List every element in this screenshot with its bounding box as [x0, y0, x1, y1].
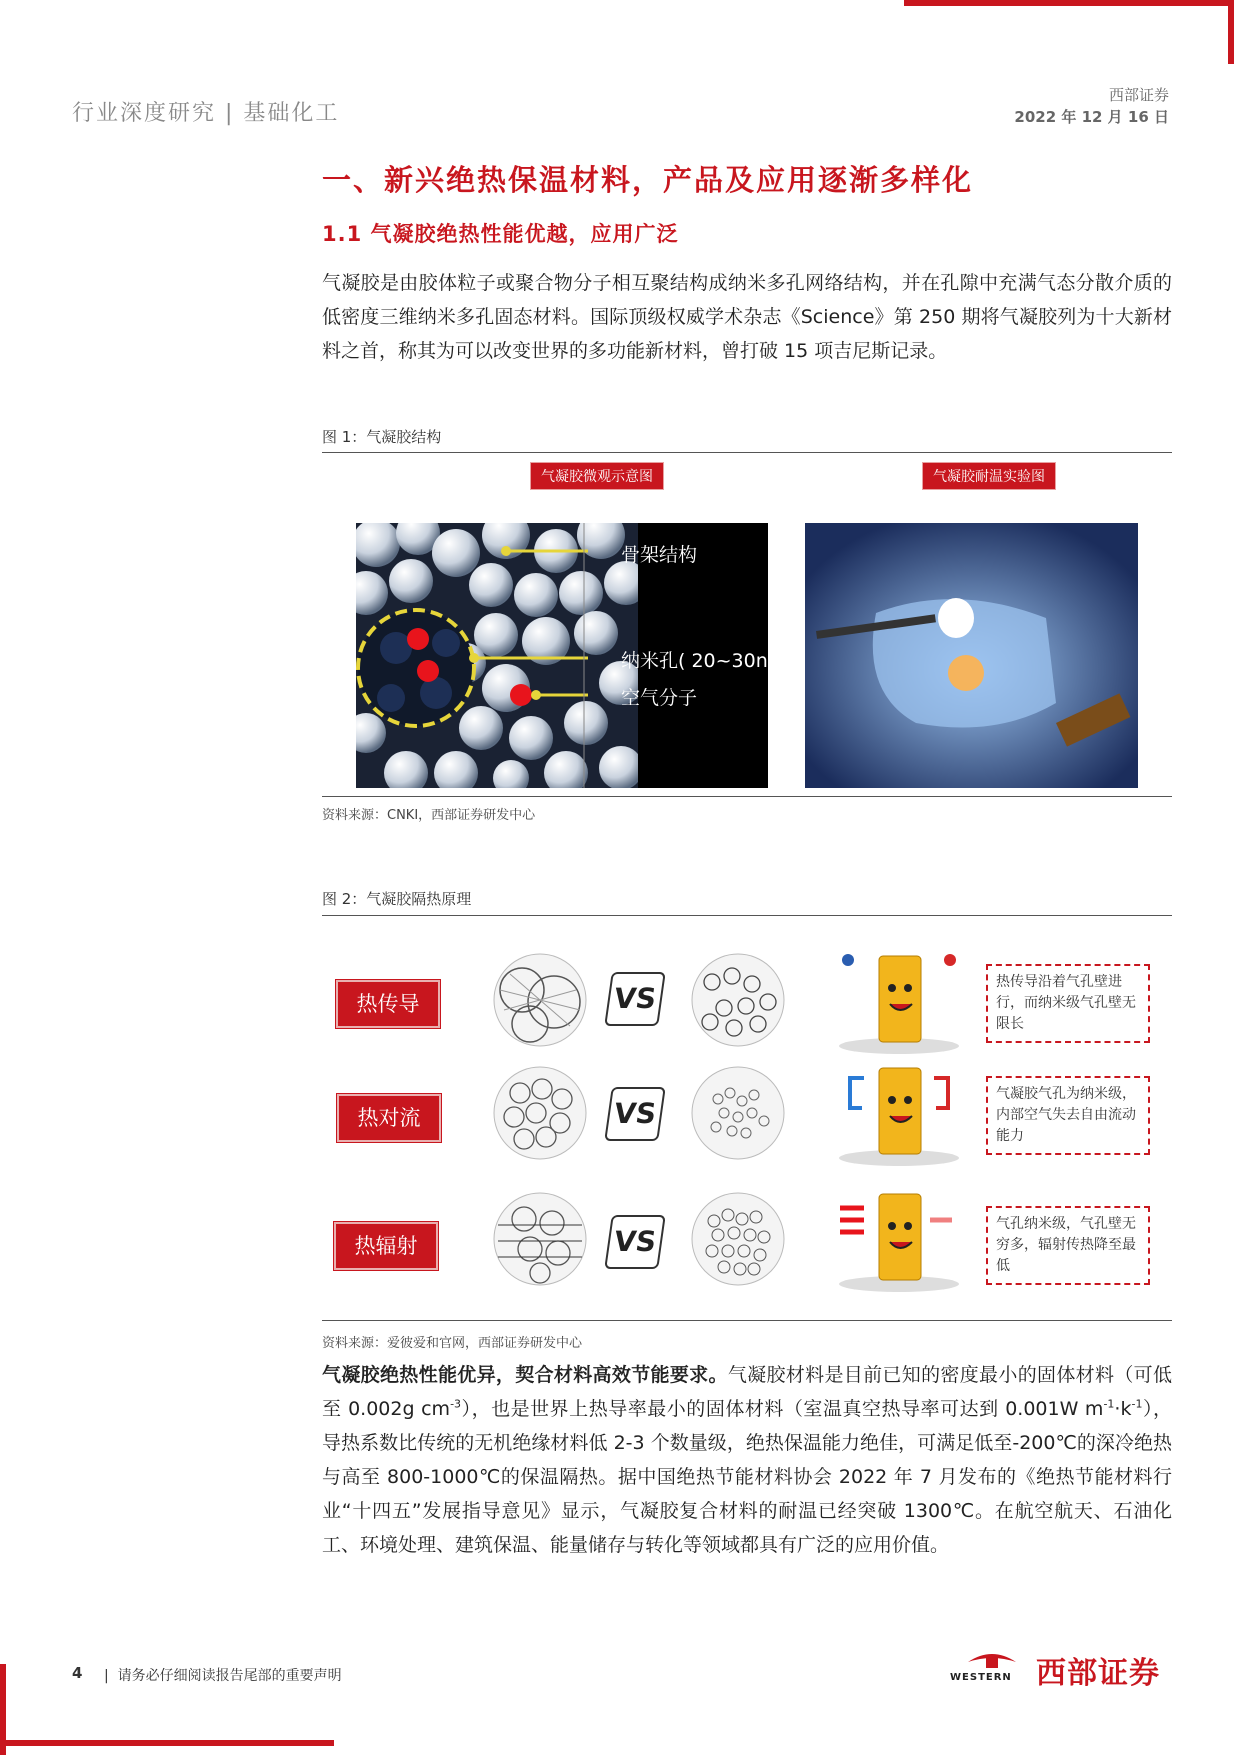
- company-name: 西部证券: [1108, 86, 1169, 104]
- company-logo-en: WESTERN: [950, 1672, 1012, 1683]
- footer-accent-horizontal: [0, 1740, 334, 1746]
- body-text-3: ·k: [1114, 1398, 1132, 1420]
- row-label-radiation: 热辐射: [334, 1222, 438, 1270]
- radiation-aerogel-diagram: [688, 1189, 788, 1289]
- figure1-label-heat: 气凝胶耐温实验图: [922, 462, 1056, 490]
- conduction-aerogel-diagram: [688, 950, 788, 1050]
- body-lead: 气凝胶绝热性能优异，契合材料高效节能要求。: [322, 1364, 728, 1386]
- annotation-skeleton: 骨架结构: [621, 544, 698, 566]
- aerogel-structure-image: [356, 523, 1138, 788]
- figure1-top-rule: [322, 452, 1172, 453]
- figure2-source: 资料来源：爱彼爱和官网，西部证券研发中心: [322, 1336, 583, 1351]
- page-number: 4: [72, 1664, 83, 1682]
- convection-aerogel-diagram: [688, 1063, 788, 1163]
- figure1-title: 图 1：气凝胶结构: [322, 428, 442, 446]
- sponge-mascot-convection: [834, 1058, 964, 1168]
- footer-note: 请务必仔细阅读报告尾部的重要声明: [117, 1668, 342, 1684]
- body-text-1: 气凝胶材料是目前已知的密度最小的固体材料（可低至 0.002g cm: [322, 1364, 1172, 1420]
- body-sup-1: -3: [450, 1397, 462, 1411]
- body-paragraph: [322, 1358, 1172, 1562]
- row-label-convection: 热对流: [337, 1094, 441, 1142]
- body-text-2: ），也是世界上热导率最小的固体材料（室温真空热导率可达到 0.001W m: [461, 1398, 1104, 1420]
- vs-badge-1: VS: [604, 972, 666, 1026]
- figure1-bottom-rule: [322, 796, 1172, 797]
- body-sup-2: -1: [1103, 1397, 1115, 1411]
- conduction-bulk-diagram: [490, 950, 590, 1050]
- vs-badge-2: VS: [604, 1087, 666, 1141]
- annotation-air-molecule: 空气分子: [621, 687, 698, 709]
- header-accent-bar: [904, 0, 1234, 6]
- header-accent-bar-vertical: [1228, 0, 1234, 64]
- intro-paragraph: 气凝胶是由胶体粒子或聚合物分子相互聚结构成纳米多孔网络结构，并在孔隙中充满气态分散介质的低密度三维纳米多孔固态材料。国际顶级权威学术杂志《Science》第 250 期将气凝胶列为十大新材料之首，称其为可以改变世界的多功能新材料，曾打破 15 项吉尼斯记录。: [322, 272, 1172, 362]
- body-text-4: ），导热系数比传统的无机绝缘材料低 2-3 个数量级，绝热保温能力绝佳，可满足低至-200℃的深冷绝热与高至 800-1000℃的保温隔热。据中国绝热节能材料协会 2022 年 7 月发布的《绝热节能材料行业“十四五”发展指导意见》显示，气凝胶复合材料的耐温已经突破 1300℃。在航空航天、石油化工、环境处理、建筑保温、能量储存与转化等领域都具有广泛的应用价值。: [322, 1398, 1172, 1556]
- footer-disclaimer: | 请务必仔细阅读报告尾部的重要声明: [104, 1668, 342, 1684]
- subsection-title: 1.1 气凝胶绝热性能优越，应用广泛: [322, 222, 679, 246]
- row-label-conduction: 热传导: [336, 980, 440, 1028]
- body-sup-3: -1: [1131, 1397, 1143, 1411]
- section-title: 一、新兴绝热保温材料，产品及应用逐渐多样化: [322, 163, 974, 197]
- radiation-description: 气孔纳米级，气孔壁无穷多，辐射传热降至最低: [986, 1206, 1150, 1285]
- report-date: 2022 年 12 月 16 日: [1014, 108, 1169, 126]
- sponge-mascot-radiation: [834, 1184, 964, 1294]
- vs-badge-3: VS: [604, 1215, 666, 1269]
- conduction-description: 热传导沿着气孔壁进行，而纳米级气孔壁无限长: [986, 964, 1150, 1043]
- figure2-bottom-rule: [322, 1320, 1172, 1321]
- sponge-mascot-conduction: [834, 946, 964, 1056]
- report-category: 行业深度研究 | 基础化工: [72, 101, 340, 126]
- figure2-title: 图 2：气凝胶隔热原理: [322, 890, 472, 908]
- company-logo-icon: [964, 1648, 1020, 1672]
- figure2-top-rule: [322, 915, 1172, 916]
- convection-description: 气凝胶气孔为纳米级，内部空气失去自由流动能力: [986, 1076, 1150, 1155]
- convection-bulk-diagram: [490, 1063, 590, 1163]
- annotation-nanopore: 纳米孔( 20~30nm ): [621, 650, 800, 672]
- figure1-source: 资料来源：CNKI，西部证券研发中心: [322, 808, 536, 823]
- figure1-label-micro: 气凝胶微观示意图: [530, 462, 664, 490]
- company-logo-cn: 西部证券: [1036, 1656, 1160, 1691]
- radiation-bulk-diagram: [490, 1189, 590, 1289]
